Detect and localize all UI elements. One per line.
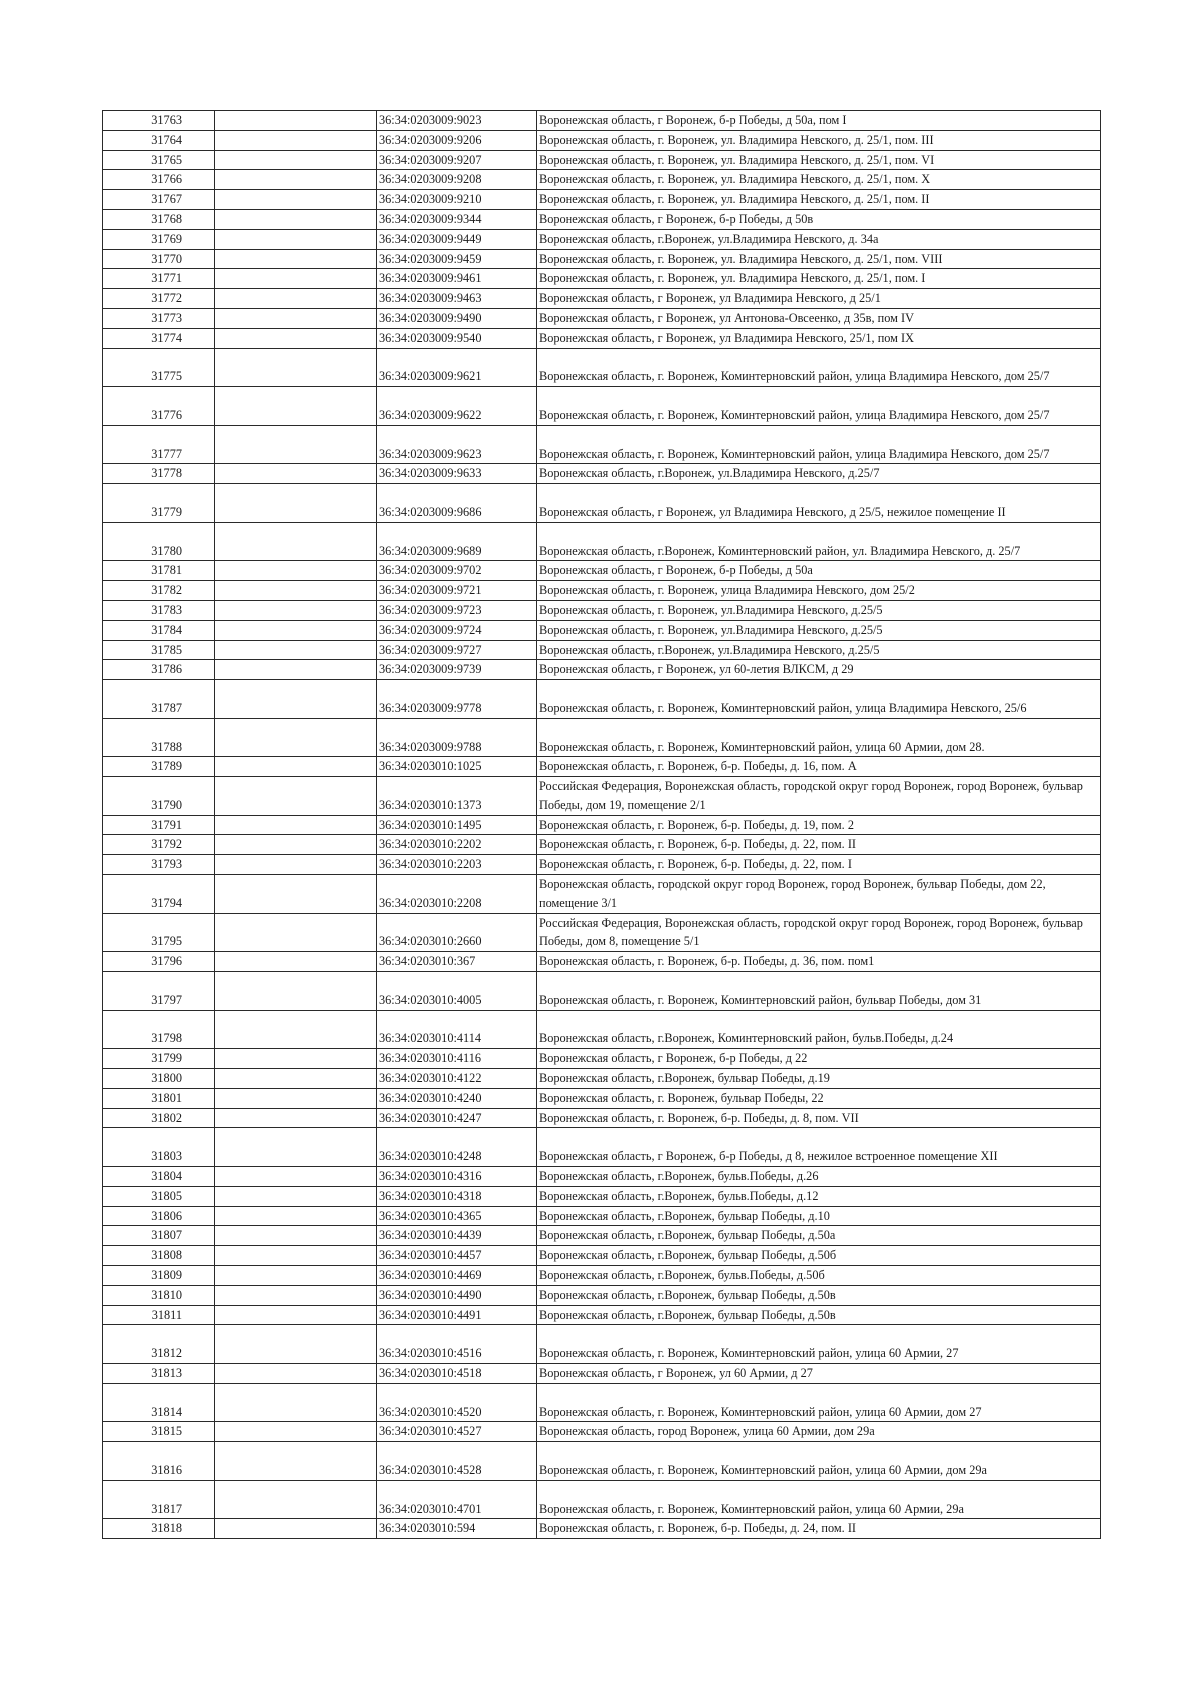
table-row bbox=[103, 1206, 1101, 1226]
cadastral-number-cell: 36:34:0203010:4520 bbox=[377, 1383, 537, 1422]
empty-cell bbox=[215, 561, 377, 581]
record-number-cell: 31788 bbox=[103, 718, 215, 757]
empty-cell bbox=[215, 875, 377, 914]
record-number-cell: 31791 bbox=[103, 815, 215, 835]
record-number-cell: 31780 bbox=[103, 522, 215, 561]
cadastral-number-cell: 36:34:0203009:9621 bbox=[377, 348, 537, 387]
cadastral-number-cell: 36:34:0203010:4122 bbox=[377, 1069, 537, 1089]
address-cell: Воронежская область, г.Воронеж, Коминтерновский район, ул. Владимира Невского, д. 25/7 bbox=[537, 522, 1101, 561]
table-row bbox=[103, 1049, 1101, 1069]
record-number-cell: 31802 bbox=[103, 1108, 215, 1128]
empty-cell bbox=[215, 1069, 377, 1089]
table-row bbox=[103, 680, 1101, 719]
record-number-cell: 31765 bbox=[103, 150, 215, 170]
cadastral-number-cell: 36:34:0203010:4316 bbox=[377, 1167, 537, 1187]
empty-cell bbox=[215, 464, 377, 484]
table-row bbox=[103, 640, 1101, 660]
table-row bbox=[103, 600, 1101, 620]
record-number-cell: 31786 bbox=[103, 660, 215, 680]
empty-cell bbox=[215, 387, 377, 426]
cadastral-number-cell: 36:34:0203010:4457 bbox=[377, 1246, 537, 1266]
table-row bbox=[103, 190, 1101, 210]
cadastral-number-cell: 36:34:0203009:9723 bbox=[377, 600, 537, 620]
empty-cell bbox=[215, 640, 377, 660]
empty-cell bbox=[215, 1364, 377, 1384]
address-cell: Воронежская область, г.Воронеж, бульвар Победы, д.50в bbox=[537, 1285, 1101, 1305]
address-cell: Воронежская область, г. Воронеж, Коминтерновский район, улица 60 Армии, 29а bbox=[537, 1480, 1101, 1519]
table-row bbox=[103, 1128, 1101, 1167]
record-number-cell: 31818 bbox=[103, 1519, 215, 1539]
record-number-cell: 31782 bbox=[103, 581, 215, 601]
cadastral-number-cell: 36:34:0203009:9724 bbox=[377, 620, 537, 640]
address-cell: Российская Федерация, Воронежская область, городской округ город Воронеж, город Воронеж, бульвар Победы, дом 8, помещение 5/1 bbox=[537, 913, 1101, 952]
record-number-cell: 31813 bbox=[103, 1364, 215, 1384]
record-number-cell: 31817 bbox=[103, 1480, 215, 1519]
record-number-cell: 31770 bbox=[103, 249, 215, 269]
empty-cell bbox=[215, 1167, 377, 1187]
empty-cell bbox=[215, 777, 377, 816]
record-number-cell: 31772 bbox=[103, 289, 215, 309]
record-number-cell: 31766 bbox=[103, 170, 215, 190]
table-row bbox=[103, 1186, 1101, 1206]
record-number-cell: 31781 bbox=[103, 561, 215, 581]
cadastral-number-cell: 36:34:0203009:9461 bbox=[377, 269, 537, 289]
cadastral-number-cell: 36:34:0203010:2660 bbox=[377, 913, 537, 952]
cadastral-number-cell: 36:34:0203010:4247 bbox=[377, 1108, 537, 1128]
table-row bbox=[103, 815, 1101, 835]
table-row bbox=[103, 522, 1101, 561]
address-cell: Воронежская область, г. Воронеж, ул. Владимира Невского, д. 25/1, пом. II bbox=[537, 190, 1101, 210]
table-row bbox=[103, 1383, 1101, 1422]
record-number-cell: 31779 bbox=[103, 484, 215, 523]
record-number-cell: 31794 bbox=[103, 875, 215, 914]
address-cell: Воронежская область, г.Воронеж, ул.Владимира Невского, д.25/5 bbox=[537, 640, 1101, 660]
address-cell: Воронежская область, г. Воронеж, ул.Владимира Невского, д.25/5 bbox=[537, 620, 1101, 640]
record-number-cell: 31795 bbox=[103, 913, 215, 952]
cadastral-number-cell: 36:34:0203010:4490 bbox=[377, 1285, 537, 1305]
record-number-cell: 31810 bbox=[103, 1285, 215, 1305]
record-number-cell: 31777 bbox=[103, 425, 215, 464]
record-number-cell: 31811 bbox=[103, 1305, 215, 1325]
cadastral-number-cell: 36:34:0203009:9490 bbox=[377, 308, 537, 328]
address-cell: Воронежская область, г. Воронеж, ул. Владимира Невского, д. 25/1, пом. III bbox=[537, 130, 1101, 150]
record-number-cell: 31799 bbox=[103, 1049, 215, 1069]
empty-cell bbox=[215, 170, 377, 190]
address-cell: Воронежская область, г. Воронеж, Коминтерновский район, улица Владимира Невского, дом 25/7 bbox=[537, 348, 1101, 387]
table-row bbox=[103, 464, 1101, 484]
empty-cell bbox=[215, 855, 377, 875]
table-row bbox=[103, 561, 1101, 581]
address-cell: Воронежская область, г Воронеж, ул Владимира Невского, д 25/5, нежилое помещение II bbox=[537, 484, 1101, 523]
address-cell: Воронежская область, городской округ город Воронеж, город Воронеж, бульвар Победы, дом 22, помещение 3/1 bbox=[537, 875, 1101, 914]
empty-cell bbox=[215, 680, 377, 719]
record-number-cell: 31792 bbox=[103, 835, 215, 855]
empty-cell bbox=[215, 835, 377, 855]
address-cell: Воронежская область, г Воронеж, б-р Победы, д 50а, пом I bbox=[537, 111, 1101, 131]
cadastral-number-cell: 36:34:0203010:4318 bbox=[377, 1186, 537, 1206]
cadastral-number-cell: 36:34:0203010:2202 bbox=[377, 835, 537, 855]
cadastral-number-cell: 36:34:0203009:9540 bbox=[377, 328, 537, 348]
empty-cell bbox=[215, 328, 377, 348]
empty-cell bbox=[215, 425, 377, 464]
cadastral-number-cell: 36:34:0203009:9459 bbox=[377, 249, 537, 269]
table-row bbox=[103, 484, 1101, 523]
address-cell: Воронежская область, г. Воронеж, б-р. Победы, д. 36, пом. пом1 bbox=[537, 952, 1101, 972]
empty-cell bbox=[215, 913, 377, 952]
empty-cell bbox=[215, 620, 377, 640]
record-number-cell: 31783 bbox=[103, 600, 215, 620]
empty-cell bbox=[215, 815, 377, 835]
table-row bbox=[103, 620, 1101, 640]
record-number-cell: 31800 bbox=[103, 1069, 215, 1089]
address-cell: Воронежская область, г. Воронеж, Коминтерновский район, бульвар Победы, дом 31 bbox=[537, 972, 1101, 1011]
empty-cell bbox=[215, 1226, 377, 1246]
registry-table-body bbox=[103, 111, 1101, 1539]
cadastral-number-cell: 36:34:0203009:9633 bbox=[377, 464, 537, 484]
empty-cell bbox=[215, 130, 377, 150]
table-row bbox=[103, 1088, 1101, 1108]
empty-cell bbox=[215, 1266, 377, 1286]
record-number-cell: 31804 bbox=[103, 1167, 215, 1187]
record-number-cell: 31790 bbox=[103, 777, 215, 816]
record-number-cell: 31812 bbox=[103, 1325, 215, 1364]
record-number-cell: 31769 bbox=[103, 229, 215, 249]
empty-cell bbox=[215, 522, 377, 561]
cadastral-number-cell: 36:34:0203010:4439 bbox=[377, 1226, 537, 1246]
empty-cell bbox=[215, 229, 377, 249]
address-cell: Воронежская область, г.Воронеж, ул.Владимира Невского, д. 34а bbox=[537, 229, 1101, 249]
table-row bbox=[103, 1010, 1101, 1049]
address-cell: Воронежская область, г Воронеж, ул 60 Армии, д 27 bbox=[537, 1364, 1101, 1384]
cadastral-number-cell: 36:34:0203010:4469 bbox=[377, 1266, 537, 1286]
empty-cell bbox=[215, 1128, 377, 1167]
address-cell: Российская Федерация, Воронежская область, городской округ город Воронеж, город Воронеж, бульвар Победы, дом 19, помещение 2/1 bbox=[537, 777, 1101, 816]
record-number-cell: 31763 bbox=[103, 111, 215, 131]
table-row bbox=[103, 913, 1101, 952]
table-row bbox=[103, 855, 1101, 875]
empty-cell bbox=[215, 718, 377, 757]
address-cell: Воронежская область, г.Воронеж, бульвар Победы, д.19 bbox=[537, 1069, 1101, 1089]
cadastral-number-cell: 36:34:0203009:9686 bbox=[377, 484, 537, 523]
empty-cell bbox=[215, 150, 377, 170]
empty-cell bbox=[215, 190, 377, 210]
record-number-cell: 31789 bbox=[103, 757, 215, 777]
cadastral-number-cell: 36:34:0203010:4527 bbox=[377, 1422, 537, 1442]
registry-table bbox=[102, 110, 1101, 1539]
address-cell: Воронежская область, г.Воронеж, Коминтерновский район, бульв.Победы, д.24 bbox=[537, 1010, 1101, 1049]
record-number-cell: 31771 bbox=[103, 269, 215, 289]
table-row bbox=[103, 875, 1101, 914]
record-number-cell: 31814 bbox=[103, 1383, 215, 1422]
cadastral-number-cell: 36:34:0203009:9207 bbox=[377, 150, 537, 170]
address-cell: Воронежская область, г. Воронеж, б-р. Победы, д. 22, пом. II bbox=[537, 835, 1101, 855]
address-cell: Воронежская область, г Воронеж, ул Антонова-Овсеенко, д 35в, пом IV bbox=[537, 308, 1101, 328]
address-cell: Воронежская область, г. Воронеж, Коминтерновский район, улица Владимира Невского, 25/6 bbox=[537, 680, 1101, 719]
address-cell: Воронежская область, г. Воронеж, ул. Владимира Невского, д. 25/1, пом. I bbox=[537, 269, 1101, 289]
table-row bbox=[103, 130, 1101, 150]
empty-cell bbox=[215, 1305, 377, 1325]
address-cell: Воронежская область, г. Воронеж, б-р. Победы, д. 19, пом. 2 bbox=[537, 815, 1101, 835]
cadastral-number-cell: 36:34:0203010:1495 bbox=[377, 815, 537, 835]
cadastral-number-cell: 36:34:0203009:9208 bbox=[377, 170, 537, 190]
address-cell: Воронежская область, г Воронеж, ул 60-летия ВЛКСМ, д 29 bbox=[537, 660, 1101, 680]
record-number-cell: 31808 bbox=[103, 1246, 215, 1266]
cadastral-number-cell: 36:34:0203009:9739 bbox=[377, 660, 537, 680]
empty-cell bbox=[215, 269, 377, 289]
empty-cell bbox=[215, 308, 377, 328]
table-row bbox=[103, 1108, 1101, 1128]
cadastral-number-cell: 36:34:0203009:9788 bbox=[377, 718, 537, 757]
record-number-cell: 31773 bbox=[103, 308, 215, 328]
address-cell: Воронежская область, г. Воронеж, ул. Владимира Невского, д. 25/1, пом. VIII bbox=[537, 249, 1101, 269]
address-cell: Воронежская область, г Воронеж, б-р Победы, д 22 bbox=[537, 1049, 1101, 1069]
record-number-cell: 31797 bbox=[103, 972, 215, 1011]
record-number-cell: 31775 bbox=[103, 348, 215, 387]
address-cell: Воронежская область, г Воронеж, б-р Победы, д 50в bbox=[537, 209, 1101, 229]
table-row bbox=[103, 1480, 1101, 1519]
table-row bbox=[103, 348, 1101, 387]
cadastral-number-cell: 36:34:0203010:4491 bbox=[377, 1305, 537, 1325]
empty-cell bbox=[215, 1422, 377, 1442]
table-row bbox=[103, 952, 1101, 972]
cadastral-number-cell: 36:34:0203009:9344 bbox=[377, 209, 537, 229]
cadastral-number-cell: 36:34:0203010:367 bbox=[377, 952, 537, 972]
empty-cell bbox=[215, 1206, 377, 1226]
table-row bbox=[103, 249, 1101, 269]
address-cell: Воронежская область, г. Воронеж, улица Владимира Невского, дом 25/2 bbox=[537, 581, 1101, 601]
cadastral-number-cell: 36:34:0203010:2208 bbox=[377, 875, 537, 914]
table-row bbox=[103, 1325, 1101, 1364]
cadastral-number-cell: 36:34:0203010:2203 bbox=[377, 855, 537, 875]
record-number-cell: 31807 bbox=[103, 1226, 215, 1246]
empty-cell bbox=[215, 660, 377, 680]
record-number-cell: 31806 bbox=[103, 1206, 215, 1226]
empty-cell bbox=[215, 1246, 377, 1266]
record-number-cell: 31816 bbox=[103, 1442, 215, 1481]
cadastral-number-cell: 36:34:0203009:9622 bbox=[377, 387, 537, 426]
address-cell: Воронежская область, г. Воронеж, б-р. Победы, д. 22, пом. I bbox=[537, 855, 1101, 875]
address-cell: Воронежская область, г. Воронеж, б-р. Победы, д. 8, пом. VII bbox=[537, 1108, 1101, 1128]
record-number-cell: 31803 bbox=[103, 1128, 215, 1167]
table-row bbox=[103, 718, 1101, 757]
address-cell: Воронежская область, г. Воронеж, ул.Владимира Невского, д.25/5 bbox=[537, 600, 1101, 620]
record-number-cell: 31768 bbox=[103, 209, 215, 229]
address-cell: Воронежская область, г.Воронеж, ул.Владимира Невского, д.25/7 bbox=[537, 464, 1101, 484]
empty-cell bbox=[215, 1108, 377, 1128]
empty-cell bbox=[215, 1325, 377, 1364]
address-cell: Воронежская область, г Воронеж, ул Владимира Невского, 25/1, пом IX bbox=[537, 328, 1101, 348]
address-cell: Воронежская область, г Воронеж, ул Владимира Невского, д 25/1 bbox=[537, 289, 1101, 309]
empty-cell bbox=[215, 484, 377, 523]
cadastral-number-cell: 36:34:0203010:4005 bbox=[377, 972, 537, 1011]
address-cell: Воронежская область, г Воронеж, б-р Победы, д 50а bbox=[537, 561, 1101, 581]
table-row bbox=[103, 1285, 1101, 1305]
table-row bbox=[103, 757, 1101, 777]
cadastral-number-cell: 36:34:0203009:9023 bbox=[377, 111, 537, 131]
address-cell: Воронежская область, г.Воронеж, бульвар Победы, д.50а bbox=[537, 1226, 1101, 1246]
cadastral-number-cell: 36:34:0203010:1025 bbox=[377, 757, 537, 777]
cadastral-number-cell: 36:34:0203010:4516 bbox=[377, 1325, 537, 1364]
address-cell: Воронежская область, г.Воронеж, бульв.Победы, д.26 bbox=[537, 1167, 1101, 1187]
empty-cell bbox=[215, 1285, 377, 1305]
empty-cell bbox=[215, 1480, 377, 1519]
cadastral-number-cell: 36:34:0203009:9206 bbox=[377, 130, 537, 150]
table-row bbox=[103, 1305, 1101, 1325]
empty-cell bbox=[215, 972, 377, 1011]
empty-cell bbox=[215, 1442, 377, 1481]
cadastral-number-cell: 36:34:0203010:594 bbox=[377, 1519, 537, 1539]
record-number-cell: 31805 bbox=[103, 1186, 215, 1206]
table-row bbox=[103, 1422, 1101, 1442]
address-cell: Воронежская область, г.Воронеж, бульв.Победы, д.12 bbox=[537, 1186, 1101, 1206]
empty-cell bbox=[215, 757, 377, 777]
cadastral-number-cell: 36:34:0203010:4248 bbox=[377, 1128, 537, 1167]
record-number-cell: 31785 bbox=[103, 640, 215, 660]
address-cell: Воронежская область, г Воронеж, б-р Победы, д 8, нежилое встроенное помещение XII bbox=[537, 1128, 1101, 1167]
cadastral-number-cell: 36:34:0203010:4240 bbox=[377, 1088, 537, 1108]
address-cell: Воронежская область, г. Воронеж, Коминтерновский район, улица 60 Армии, дом 29а bbox=[537, 1442, 1101, 1481]
table-row bbox=[103, 387, 1101, 426]
cadastral-number-cell: 36:34:0203009:9463 bbox=[377, 289, 537, 309]
table-row bbox=[103, 1266, 1101, 1286]
empty-cell bbox=[215, 1383, 377, 1422]
record-number-cell: 31767 bbox=[103, 190, 215, 210]
address-cell: Воронежская область, г.Воронеж, бульвар Победы, д.50б bbox=[537, 1246, 1101, 1266]
cadastral-number-cell: 36:34:0203010:4116 bbox=[377, 1049, 537, 1069]
empty-cell bbox=[215, 348, 377, 387]
cadastral-number-cell: 36:34:0203009:9727 bbox=[377, 640, 537, 660]
cadastral-number-cell: 36:34:0203010:4518 bbox=[377, 1364, 537, 1384]
table-row bbox=[103, 150, 1101, 170]
table-row bbox=[103, 209, 1101, 229]
address-cell: Воронежская область, г. Воронеж, б-р. Победы, д. 16, пом. А bbox=[537, 757, 1101, 777]
record-number-cell: 31784 bbox=[103, 620, 215, 640]
address-cell: Воронежская область, г. Воронеж, Коминтерновский район, улица Владимира Невского, дом 25/7 bbox=[537, 425, 1101, 464]
table-row bbox=[103, 269, 1101, 289]
address-cell: Воронежская область, г. Воронеж, Коминтерновский район, улица 60 Армии, дом 28. bbox=[537, 718, 1101, 757]
table-row bbox=[103, 1246, 1101, 1266]
empty-cell bbox=[215, 1010, 377, 1049]
table-row bbox=[103, 425, 1101, 464]
empty-cell bbox=[215, 1186, 377, 1206]
table-row bbox=[103, 170, 1101, 190]
cadastral-number-cell: 36:34:0203009:9210 bbox=[377, 190, 537, 210]
cadastral-number-cell: 36:34:0203009:9689 bbox=[377, 522, 537, 561]
cadastral-number-cell: 36:34:0203010:4528 bbox=[377, 1442, 537, 1481]
table-row bbox=[103, 660, 1101, 680]
address-cell: Воронежская область, г. Воронеж, бульвар Победы, 22 bbox=[537, 1088, 1101, 1108]
table-row bbox=[103, 1167, 1101, 1187]
empty-cell bbox=[215, 1088, 377, 1108]
address-cell: Воронежская область, город Воронеж, улица 60 Армии, дом 29а bbox=[537, 1422, 1101, 1442]
cadastral-number-cell: 36:34:0203009:9623 bbox=[377, 425, 537, 464]
record-number-cell: 31796 bbox=[103, 952, 215, 972]
empty-cell bbox=[215, 581, 377, 601]
table-row bbox=[103, 1069, 1101, 1089]
address-cell: Воронежская область, г. Воронеж, Коминтерновский район, улица 60 Армии, дом 27 bbox=[537, 1383, 1101, 1422]
empty-cell bbox=[215, 111, 377, 131]
empty-cell bbox=[215, 952, 377, 972]
record-number-cell: 31815 bbox=[103, 1422, 215, 1442]
cadastral-number-cell: 36:34:0203010:4701 bbox=[377, 1480, 537, 1519]
address-cell: Воронежская область, г. Воронеж, Коминтерновский район, улица 60 Армии, 27 bbox=[537, 1325, 1101, 1364]
table-row bbox=[103, 111, 1101, 131]
cadastral-number-cell: 36:34:0203010:4365 bbox=[377, 1206, 537, 1226]
record-number-cell: 31798 bbox=[103, 1010, 215, 1049]
cadastral-number-cell: 36:34:0203009:9449 bbox=[377, 229, 537, 249]
address-cell: Воронежская область, г.Воронеж, бульв.Победы, д.50б bbox=[537, 1266, 1101, 1286]
record-number-cell: 31774 bbox=[103, 328, 215, 348]
record-number-cell: 31764 bbox=[103, 130, 215, 150]
cadastral-number-cell: 36:34:0203010:4114 bbox=[377, 1010, 537, 1049]
address-cell: Воронежская область, г. Воронеж, Коминтерновский район, улица Владимира Невского, дом 25/7 bbox=[537, 387, 1101, 426]
address-cell: Воронежская область, г.Воронеж, бульвар Победы, д.10 bbox=[537, 1206, 1101, 1226]
table-row bbox=[103, 835, 1101, 855]
cadastral-number-cell: 36:34:0203009:9721 bbox=[377, 581, 537, 601]
record-number-cell: 31787 bbox=[103, 680, 215, 719]
table-row bbox=[103, 229, 1101, 249]
record-number-cell: 31809 bbox=[103, 1266, 215, 1286]
record-number-cell: 31776 bbox=[103, 387, 215, 426]
record-number-cell: 31793 bbox=[103, 855, 215, 875]
cadastral-number-cell: 36:34:0203009:9702 bbox=[377, 561, 537, 581]
table-row bbox=[103, 1519, 1101, 1539]
record-number-cell: 31801 bbox=[103, 1088, 215, 1108]
cadastral-number-cell: 36:34:0203010:1373 bbox=[377, 777, 537, 816]
empty-cell bbox=[215, 1049, 377, 1069]
empty-cell bbox=[215, 249, 377, 269]
table-row bbox=[103, 289, 1101, 309]
table-row bbox=[103, 1364, 1101, 1384]
table-row bbox=[103, 328, 1101, 348]
table-row bbox=[103, 972, 1101, 1011]
table-row bbox=[103, 777, 1101, 816]
table-row bbox=[103, 581, 1101, 601]
table-row bbox=[103, 308, 1101, 328]
address-cell: Воронежская область, г. Воронеж, ул. Владимира Невского, д. 25/1, пом. VI bbox=[537, 150, 1101, 170]
table-row bbox=[103, 1226, 1101, 1246]
empty-cell bbox=[215, 600, 377, 620]
empty-cell bbox=[215, 289, 377, 309]
table-row bbox=[103, 1442, 1101, 1481]
address-cell: Воронежская область, г. Воронеж, б-р. Победы, д. 24, пом. II bbox=[537, 1519, 1101, 1539]
address-cell: Воронежская область, г. Воронеж, ул. Владимира Невского, д. 25/1, пом. X bbox=[537, 170, 1101, 190]
empty-cell bbox=[215, 209, 377, 229]
record-number-cell: 31778 bbox=[103, 464, 215, 484]
address-cell: Воронежская область, г.Воронеж, бульвар Победы, д.50в bbox=[537, 1305, 1101, 1325]
cadastral-number-cell: 36:34:0203009:9778 bbox=[377, 680, 537, 719]
empty-cell bbox=[215, 1519, 377, 1539]
